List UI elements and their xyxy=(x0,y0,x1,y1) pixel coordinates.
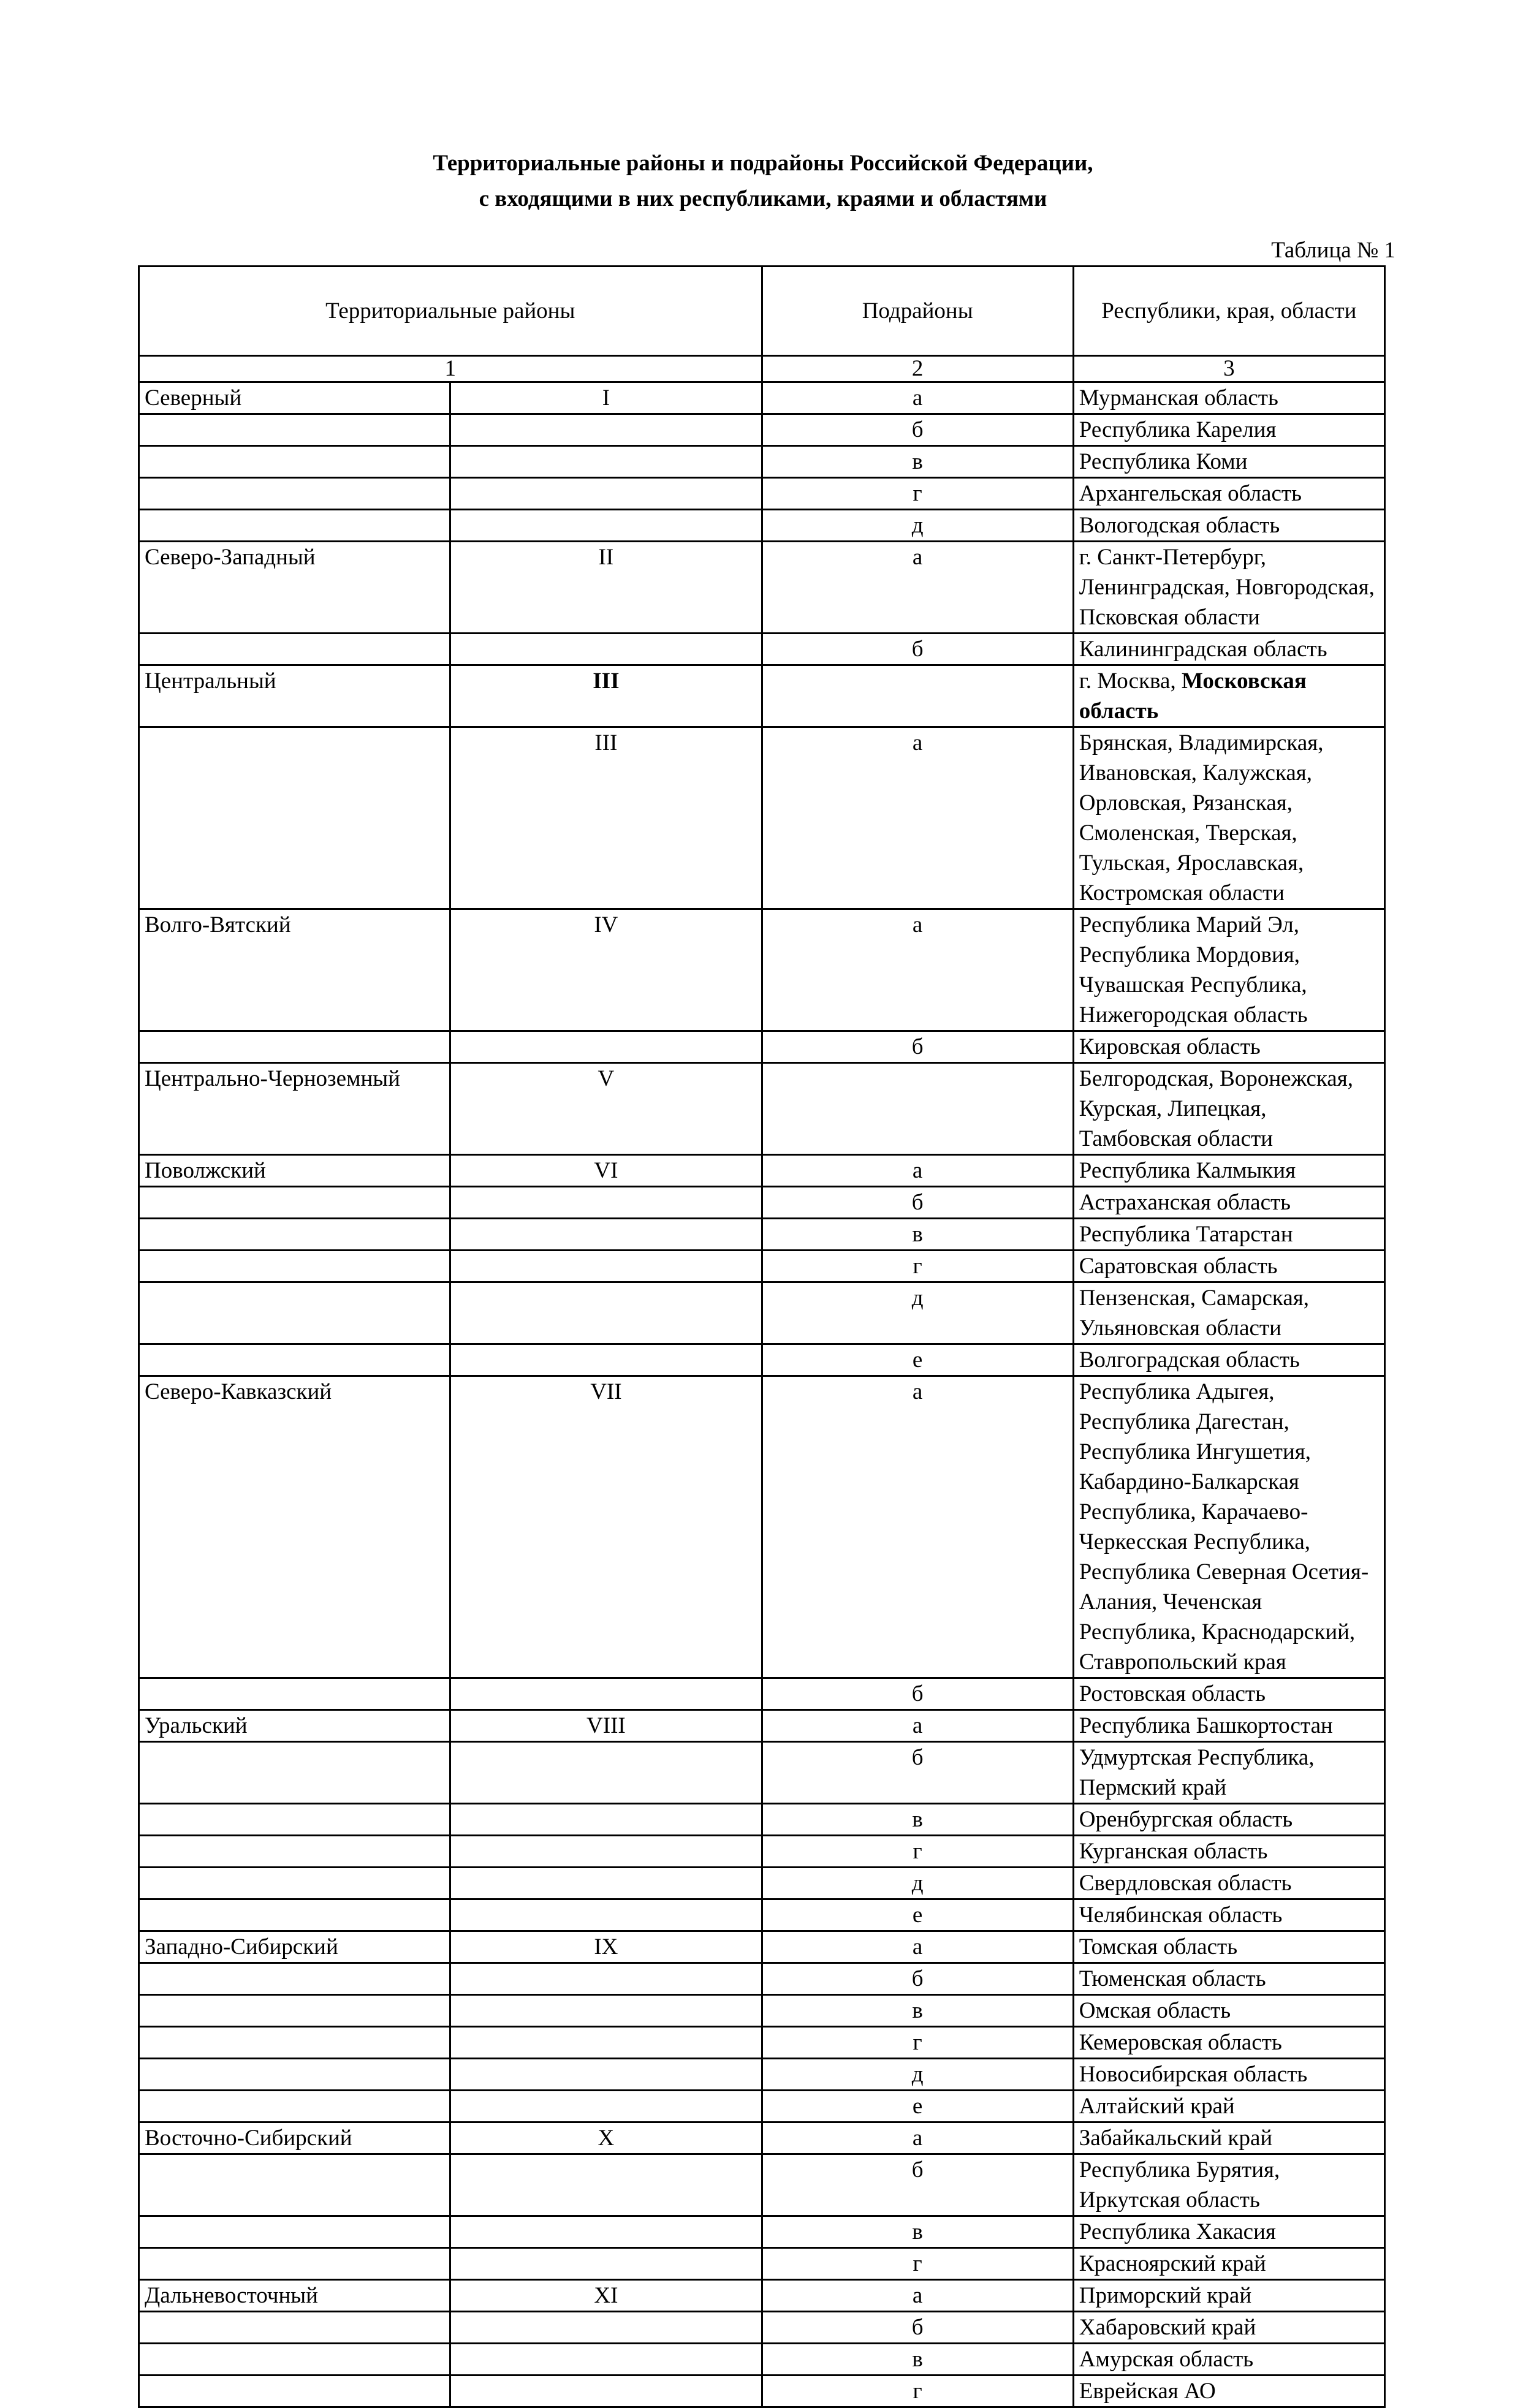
subdistrict-cell: а xyxy=(762,727,1073,909)
roman-numeral-cell: XI xyxy=(450,2280,762,2312)
table-row xyxy=(139,2312,1385,2344)
subdistrict-cell: а xyxy=(762,382,1073,414)
subdistrict-cell xyxy=(762,665,1073,727)
subdistrict-cell: в xyxy=(762,1219,1073,1251)
subdistrict-cell: а xyxy=(762,1931,1073,1963)
district-cell: Центрально-Черноземный xyxy=(139,1063,450,1155)
table-row xyxy=(139,1031,1385,1063)
title-line-2: с входящими в них республиками, краями и областями xyxy=(479,186,1047,211)
table-row xyxy=(139,727,1385,909)
table-row xyxy=(139,1804,1385,1836)
subdistrict-cell: б xyxy=(762,414,1073,446)
table-row xyxy=(139,1963,1385,1995)
roman-numeral-cell xyxy=(450,1219,762,1251)
roman-numeral-cell xyxy=(450,2216,762,2248)
roman-numeral-cell: VIII xyxy=(450,1710,762,1742)
regions-cell xyxy=(1073,665,1384,727)
table-row xyxy=(139,2059,1385,2091)
regions-cell: Забайкальский край xyxy=(1073,2122,1384,2154)
table-row xyxy=(139,1710,1385,1742)
table-row xyxy=(139,1344,1385,1376)
regions-cell: Кемеровская область xyxy=(1073,2027,1384,2059)
regions-cell: Брянская, Владимирская, Ивановская, Калужская, Орловская, Рязанская, Смоленская, Тверская, Тульская, Ярославская, Костромская области xyxy=(1073,727,1384,909)
roman-numeral-cell xyxy=(450,1678,762,1710)
regions-cell: Саратовская область xyxy=(1073,1251,1384,1282)
subdistrict-cell: а xyxy=(762,542,1073,634)
header-regions: Республики, края, области xyxy=(1073,267,1384,356)
roman-numeral-cell xyxy=(450,665,762,727)
district-cell xyxy=(139,2248,450,2280)
district-cell xyxy=(139,1251,450,1282)
table-row xyxy=(139,478,1385,510)
district-cell xyxy=(139,2344,450,2376)
regions-cell: Республика Карелия xyxy=(1073,414,1384,446)
document-title xyxy=(0,146,1526,217)
subdistrict-cell: г xyxy=(762,2027,1073,2059)
table-row xyxy=(139,1376,1385,1678)
subdistrict-cell: б xyxy=(762,2312,1073,2344)
district-cell xyxy=(139,634,450,665)
column-number-3: 3 xyxy=(1073,356,1384,382)
district-cell xyxy=(139,446,450,478)
regions-cell: Волгоградская область xyxy=(1073,1344,1384,1376)
table-row xyxy=(139,1868,1385,1899)
roman-numeral-cell xyxy=(450,478,762,510)
table-row xyxy=(139,1899,1385,1931)
district-cell: Поволжский xyxy=(139,1155,450,1187)
regions-cell: Оренбургская область xyxy=(1073,1804,1384,1836)
subdistrict-cell: а xyxy=(762,1710,1073,1742)
regions-table xyxy=(138,265,1386,2408)
table-row xyxy=(139,909,1385,1031)
roman-numeral-cell: II xyxy=(450,542,762,634)
table-number-label: Таблица № 1 xyxy=(1271,238,1395,263)
district-cell xyxy=(139,1031,450,1063)
table-row xyxy=(139,1742,1385,1804)
regions-cell: Калининградская область xyxy=(1073,634,1384,665)
district-cell xyxy=(139,2216,450,2248)
regions-cell: Республика Адыгея, Республика Дагестан, Республика Ингушетия, Кабардино-Балкарская Республика, Карачаево-Черкесская Республика, Республика Северная Осетия-Алания, Чеченская Республика, Краснодарский, Ставропольский края xyxy=(1073,1376,1384,1678)
roman-numeral-cell xyxy=(450,1742,762,1804)
table-row xyxy=(139,1836,1385,1868)
subdistrict-cell: б xyxy=(762,2154,1073,2216)
table-row xyxy=(139,1187,1385,1219)
regions-cell: Приморский край xyxy=(1073,2280,1384,2312)
table-row xyxy=(139,446,1385,478)
regions-cell: Челябинская область xyxy=(1073,1899,1384,1931)
table-row xyxy=(139,382,1385,414)
subdistrict-cell: а xyxy=(762,2280,1073,2312)
roman-numeral-cell xyxy=(450,1282,762,1344)
district-cell xyxy=(139,1344,450,1376)
subdistrict-cell: д xyxy=(762,1282,1073,1344)
regions-cell: Пензенская, Самарская, Ульяновская области xyxy=(1073,1282,1384,1344)
table-row xyxy=(139,2280,1385,2312)
roman-numeral-cell xyxy=(450,510,762,542)
regions-cell: Алтайский край xyxy=(1073,2091,1384,2122)
column-number-1: 1 xyxy=(139,356,762,382)
roman-numeral-cell xyxy=(450,2091,762,2122)
district-cell: Волго-Вятский xyxy=(139,909,450,1031)
roman-numeral-bold: III xyxy=(593,668,620,694)
subdistrict-cell: в xyxy=(762,1804,1073,1836)
roman-numeral-cell: IX xyxy=(450,1931,762,1963)
table-body xyxy=(139,382,1385,2407)
roman-numeral-cell: X xyxy=(450,2122,762,2154)
subdistrict-cell: б xyxy=(762,1678,1073,1710)
subdistrict-cell: в xyxy=(762,2344,1073,2376)
regions-cell: Астраханская область xyxy=(1073,1187,1384,1219)
roman-numeral-cell xyxy=(450,414,762,446)
subdistrict-cell: г xyxy=(762,2376,1073,2407)
table-row xyxy=(139,2376,1385,2407)
regions-cell: г. Санкт-Петербург, Ленинградская, Новгородская, Псковская области xyxy=(1073,542,1384,634)
regions-cell: Удмуртская Республика, Пермский край xyxy=(1073,1742,1384,1804)
regions-cell: Республика Марий Эл, Республика Мордовия, Чувашская Республика, Нижегородская область xyxy=(1073,909,1384,1031)
subdistrict-cell: в xyxy=(762,2216,1073,2248)
subdistrict-cell: д xyxy=(762,510,1073,542)
district-cell xyxy=(139,2027,450,2059)
regions-cell: Тюменская область xyxy=(1073,1963,1384,1995)
district-cell xyxy=(139,1219,450,1251)
district-cell xyxy=(139,2059,450,2091)
table-row xyxy=(139,1219,1385,1251)
table-row xyxy=(139,634,1385,665)
table-row xyxy=(139,414,1385,446)
header-districts: Территориальные районы xyxy=(139,267,762,356)
subdistrict-cell: д xyxy=(762,1868,1073,1899)
district-cell: Западно-Сибирский xyxy=(139,1931,450,1963)
regions-cell: Республика Хакасия xyxy=(1073,2216,1384,2248)
district-cell xyxy=(139,1836,450,1868)
regions-cell: Архангельская область xyxy=(1073,478,1384,510)
table-row xyxy=(139,2344,1385,2376)
table-row xyxy=(139,2091,1385,2122)
district-cell xyxy=(139,2376,450,2407)
district-cell: Северо-Кавказский xyxy=(139,1376,450,1678)
regions-cell: Вологодская область xyxy=(1073,510,1384,542)
roman-numeral-cell xyxy=(450,1251,762,1282)
roman-numeral-cell xyxy=(450,2344,762,2376)
roman-numeral-cell: VII xyxy=(450,1376,762,1678)
district-cell xyxy=(139,2091,450,2122)
table-row xyxy=(139,2154,1385,2216)
subdistrict-cell: б xyxy=(762,1187,1073,1219)
regions-cell: Хабаровский край xyxy=(1073,2312,1384,2344)
district-cell xyxy=(139,2154,450,2216)
district-cell xyxy=(139,478,450,510)
regions-cell: Республика Бурятия, Иркутская область xyxy=(1073,2154,1384,2216)
roman-numeral-cell xyxy=(450,1836,762,1868)
subdistrict-cell: а xyxy=(762,1376,1073,1678)
subdistrict-cell: а xyxy=(762,2122,1073,2154)
district-cell xyxy=(139,1868,450,1899)
roman-numeral-cell: IV xyxy=(450,909,762,1031)
table-row xyxy=(139,2122,1385,2154)
table-row xyxy=(139,2216,1385,2248)
district-cell: Северный xyxy=(139,382,450,414)
regions-cell: Республика Башкортостан xyxy=(1073,1710,1384,1742)
table-row xyxy=(139,1678,1385,1710)
roman-numeral-cell xyxy=(450,2376,762,2407)
regions-cell: Свердловская область xyxy=(1073,1868,1384,1899)
subdistrict-cell: е xyxy=(762,1899,1073,1931)
district-cell xyxy=(139,1678,450,1710)
table-row xyxy=(139,1251,1385,1282)
roman-numeral-cell xyxy=(450,1995,762,2027)
regions-cell: Амурская область xyxy=(1073,2344,1384,2376)
subdistrict-cell: г xyxy=(762,2248,1073,2280)
roman-numeral-cell xyxy=(450,1899,762,1931)
table-row xyxy=(139,1995,1385,2027)
subdistrict-cell: а xyxy=(762,909,1073,1031)
district-cell xyxy=(139,1963,450,1995)
district-cell: Дальневосточный xyxy=(139,2280,450,2312)
roman-numeral-cell: I xyxy=(450,382,762,414)
subdistrict-cell: е xyxy=(762,1344,1073,1376)
table-row xyxy=(139,1282,1385,1344)
subdistrict-cell: в xyxy=(762,446,1073,478)
regions-cell: Белгородская, Воронежская, Курская, Липецкая, Тамбовская области xyxy=(1073,1063,1384,1155)
subdistrict-cell: в xyxy=(762,1995,1073,2027)
roman-numeral-cell xyxy=(450,1963,762,1995)
roman-numeral-cell xyxy=(450,2248,762,2280)
table-row xyxy=(139,542,1385,634)
roman-numeral-cell xyxy=(450,1804,762,1836)
district-cell xyxy=(139,1804,450,1836)
column-number-row xyxy=(139,356,1385,382)
subdistrict-cell: б xyxy=(762,634,1073,665)
roman-numeral-cell: V xyxy=(450,1063,762,1155)
roman-numeral-cell: VI xyxy=(450,1155,762,1187)
regions-cell: Еврейская АО xyxy=(1073,2376,1384,2407)
district-cell xyxy=(139,1899,450,1931)
header-subdistricts: Подрайоны xyxy=(762,267,1073,356)
roman-numeral-cell xyxy=(450,1868,762,1899)
regions-cell: Кировская область xyxy=(1073,1031,1384,1063)
district-cell: Северо-Западный xyxy=(139,542,450,634)
subdistrict-cell: д xyxy=(762,2059,1073,2091)
title-line-1: Территориальные районы и подрайоны Российской Федерации, xyxy=(433,151,1093,176)
table-row xyxy=(139,2248,1385,2280)
subdistrict-cell: г xyxy=(762,1836,1073,1868)
district-cell: Уральский xyxy=(139,1710,450,1742)
regions-cell: Курганская область xyxy=(1073,1836,1384,1868)
district-cell xyxy=(139,1995,450,2027)
regions-cell: Мурманская область xyxy=(1073,382,1384,414)
regions-cell: Омская область xyxy=(1073,1995,1384,2027)
subdistrict-cell xyxy=(762,1063,1073,1155)
district-cell xyxy=(139,1742,450,1804)
regions-cell: Новосибирская область xyxy=(1073,2059,1384,2091)
district-cell xyxy=(139,727,450,909)
subdistrict-cell: а xyxy=(762,1155,1073,1187)
district-cell xyxy=(139,1187,450,1219)
roman-numeral-cell xyxy=(450,634,762,665)
table-row xyxy=(139,665,1385,727)
roman-numeral-cell xyxy=(450,2027,762,2059)
regions-cell: Республика Коми xyxy=(1073,446,1384,478)
roman-numeral-cell xyxy=(450,2059,762,2091)
regions-text-bold: Московская область xyxy=(1079,668,1307,724)
regions-cell: Томская область xyxy=(1073,1931,1384,1963)
table-row xyxy=(139,1931,1385,1963)
district-cell xyxy=(139,510,450,542)
roman-numeral-cell xyxy=(450,2312,762,2344)
roman-numeral-cell xyxy=(450,1344,762,1376)
district-cell xyxy=(139,1282,450,1344)
subdistrict-cell: е xyxy=(762,2091,1073,2122)
regions-cell: Республика Татарстан xyxy=(1073,1219,1384,1251)
subdistrict-cell: г xyxy=(762,478,1073,510)
district-cell xyxy=(139,2312,450,2344)
district-cell: Центральный xyxy=(139,665,450,727)
subdistrict-cell: г xyxy=(762,1251,1073,1282)
district-cell xyxy=(139,414,450,446)
regions-cell: Республика Калмыкия xyxy=(1073,1155,1384,1187)
district-cell: Восточно-Сибирский xyxy=(139,2122,450,2154)
roman-numeral-cell xyxy=(450,1187,762,1219)
regions-cell: Ростовская область xyxy=(1073,1678,1384,1710)
subdistrict-cell: б xyxy=(762,1963,1073,1995)
subdistrict-cell: б xyxy=(762,1742,1073,1804)
roman-numeral-cell xyxy=(450,446,762,478)
regions-text: г. Москва, xyxy=(1079,668,1182,694)
roman-numeral-cell xyxy=(450,2154,762,2216)
table-row xyxy=(139,510,1385,542)
roman-numeral-cell xyxy=(450,1031,762,1063)
column-number-2: 2 xyxy=(762,356,1073,382)
table-row xyxy=(139,2027,1385,2059)
table-row xyxy=(139,1155,1385,1187)
regions-cell: Красноярский край xyxy=(1073,2248,1384,2280)
subdistrict-cell: б xyxy=(762,1031,1073,1063)
roman-numeral-cell: III xyxy=(450,727,762,909)
header-row xyxy=(139,267,1385,356)
table-row xyxy=(139,1063,1385,1155)
